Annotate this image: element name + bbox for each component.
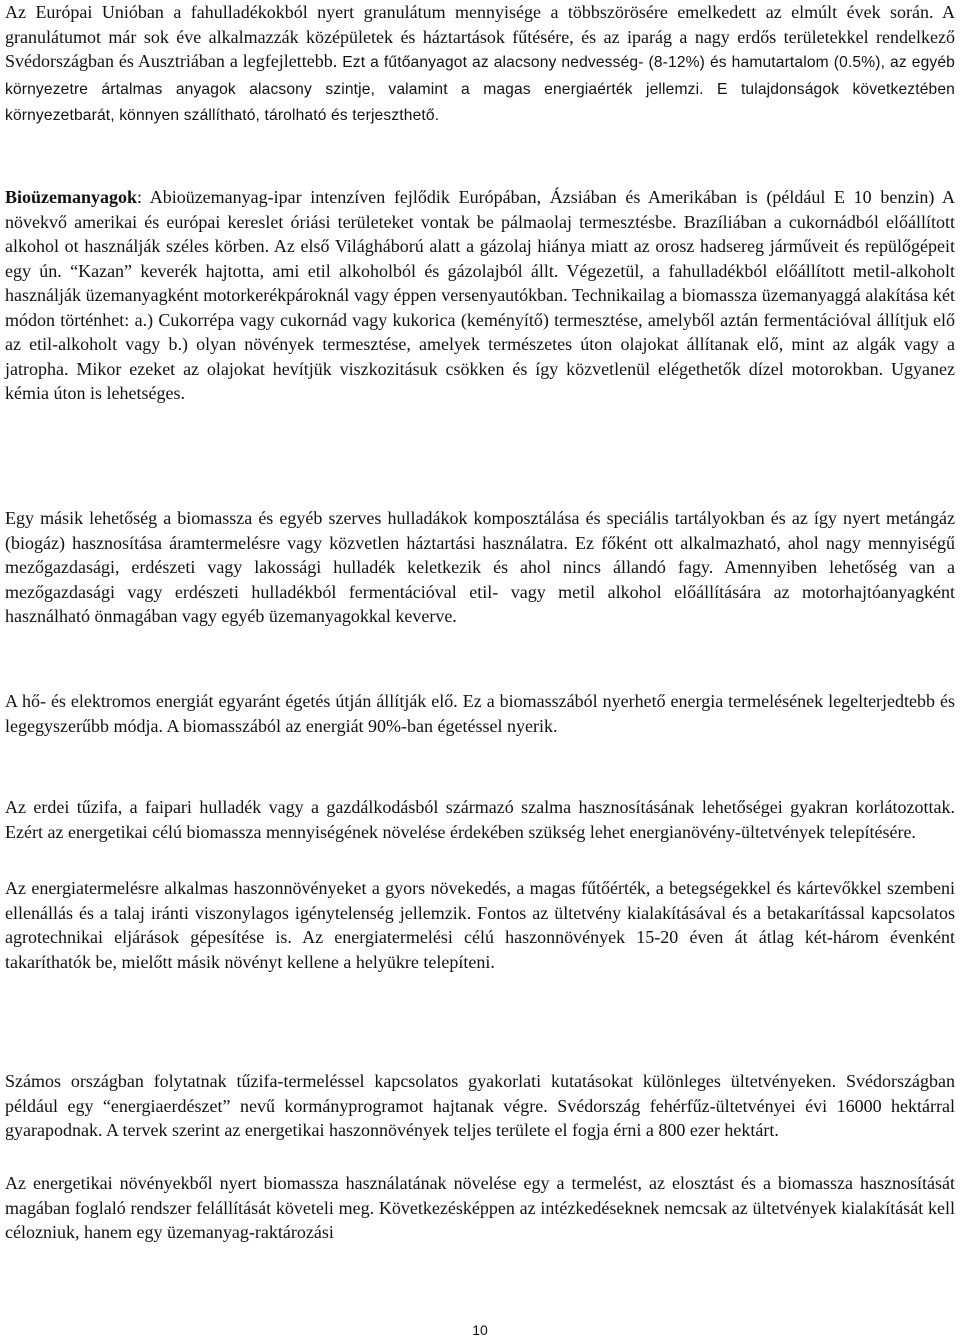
- paragraph-biofuels: [5, 185, 955, 406]
- paragraph-firewood: Az erdei tűzifa, a faipari hulladék vagy a gazdálkodásból származó szalma hasznosításának lehetőségei gyakran korlátozottak. Ezért az energetikai célú biomassza mennyiségének növelése érdekében szükség lehet energianövény-ültetvények telepítésére.: [5, 797, 955, 842]
- paragraph-system: Az energetikai növényekből nyert biomassza használatának növelése egy a termelést, az elosztást és a biomassza hasznosítását magában foglaló rendszer felállítását követeli meg. Következésképpen az intézkedéseknek nemcsak az ültetvények kialakítását kell célozniuk, hanem egy üzemanyag-raktározási: [5, 1173, 955, 1242]
- paragraph-granulate-serif-text: Az Európai Unióban a fahulladékokból nyert granulátum mennyisége a többszörösére emelkedett az elmúlt évek során. A granulátumot már sok éve alkalmazzák középületek és háztartások fűtésére, és az iparág a nagy erdős területekkel rendelkező Svédországban és Ausztriában a legfejlettebb.: [5, 2, 955, 71]
- paragraph-research: Számos országban folytatnak tűzifa-termeléssel kapcsolatos gyakorlati kutatásokat különleges ültetvényeken. Svédországban például egy “energiaerdészet” nevű kormányprogramot hajtanak végre. Svédország fehérfűz-ültetvényei évi 16000 hektárral gyarapodnak. A tervek szerint az energetikai haszonnövények teljes területe el fogja érni a 800 ezer hektárt.: [5, 1071, 955, 1140]
- paragraph-granulate-sans-text: Ezt a fűtőanyagot az alacsony nedvesség- (8-12%) és hamutartalom (0.5%), az egyéb környezetre ártalmas anyagok alacsony szintje, valamint a magas energiaérték jellemzi. E tulajdonságok következtében környezetbarát, könnyen szállítható, tárolható és terjeszthető.: [5, 54, 955, 124]
- paragraph-granulate: [5, 0, 955, 129]
- page-number: 10: [472, 1322, 488, 1338]
- biofuels-heading: Bioüzemanyagok: [5, 187, 138, 207]
- paragraph-biofuels-text: : Abioüzemanyag-ipar intenzíven fejlődik Európában, Ázsiában és Amerikában is (például E 10 benzin) A növekvő amerikai és európai kereslet óriási területeket vontak be pálmaolaj termesztésbe. Brazíliában a cukornádból előállított alkohol ot használják széles körben. Az első Világháború alatt a gázolaj hiánya miatt az orosz hadsereg járműveit és repülőgépeit egy ún. “Kazan” keverék hajtotta, ami etil alkoholból és gázolajból állt. Végezetül, a fahulladékból előállított metil-alkoholt használják üzemanyagként motorkerékpároknál vagy éppen versenyautókban. Technikailag a biomassza üzemanyaggá alakítása két módon történhet: a.) Cukorrépa vagy cukornád vagy kukorica (keményítő) termesztése, amelyből aztán fermentációval állítjuk elő az etil-alkoholt vagy b.) olyan növények termesztése, amelyek természetes úton olajokat állítanak elő, mint az algák vagy a jatropha. Mikor ezeket az olajokat hevítjük viszkozitásuk csökken és így közvetlenül elégethetők dízel motorokban. Ugyanez kémia úton is lehetséges.: [5, 187, 955, 403]
- paragraph-heat-electricity: A hő- és elektromos energiát egyaránt égetés útján állítják elő. Ez a biomasszából nyerhető energia termelésének legelterjedtebb és legegyszerűbb módja. A biomasszából az energiát 90%-ban égetéssel nyerik.: [5, 691, 955, 736]
- paragraph-composting: Egy másik lehetőség a biomassza és egyéb szerves hulladákok komposztálása és speciális tartályokban és az így nyert metángáz (biogáz) hasznosítása áramtermelésre vagy közvetlen háztartási használatra. Ez főként ott alkalmazható, ahol nagy mennyiségű mezőgazdasági, erdészeti vagy lakossági hulladék keletkezik és ahol nincs állandó fagy. Amennyiben lehetőség van a mezőgazdasági vagy erdészeti hulladékból fermentációval etil- vagy metil alkohol előállítására az motorhajtóanyagként használható önmagában vagy egyéb üzemanyagokkal keverve.: [5, 508, 955, 626]
- paragraph-energy-crops: Az energiatermelésre alkalmas haszonnövényeket a gyors növekedés, a magas fűtőérték, a betegségekkel és kártevőkkel szembeni ellenállás és a talaj iránti viszonylagos igénytelenség jellemzik. Fontos az ültetvény kialakításával és a betakarítással kapcsolatos agrotechnikai eljárások gépesítése is. Az energiatermelési célú haszonnövények 15-20 éven át átlag két-három évenként takaríthatók be, mielőtt másik növényt kellene a helyükre telepíteni.: [5, 878, 955, 972]
